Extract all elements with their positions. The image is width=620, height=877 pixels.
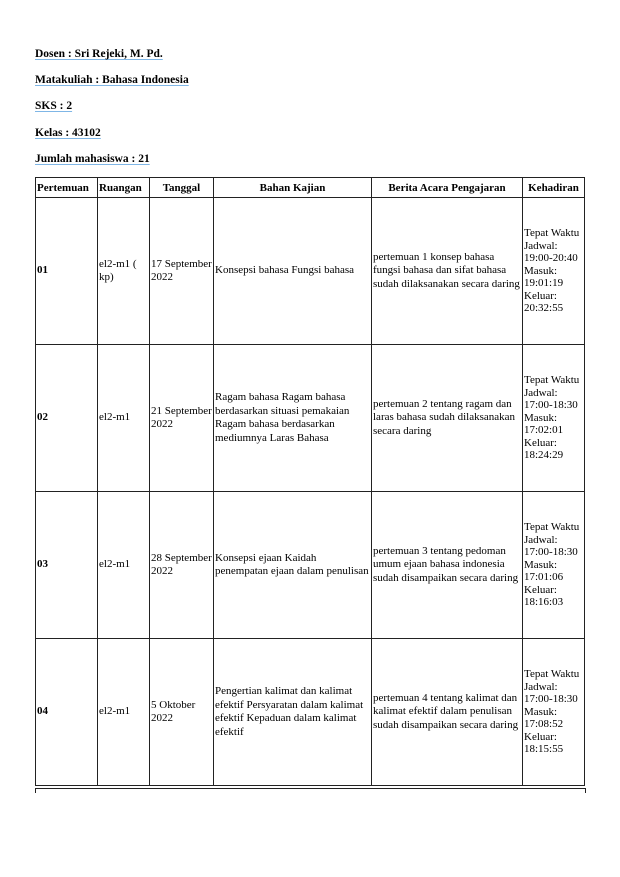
kehadiran-cell [523, 492, 585, 639]
kehadiran-jadwal: Jadwal: 17:00-18:30 [524, 533, 578, 559]
kehadiran-status: Tepat Waktu [524, 227, 580, 240]
berita-acara-cell: pertemuan 4 tentang kalimat dan kalimat efektif dalam penulisan sudah disampaikan secara daring [372, 639, 523, 786]
tanggal-cell: 17 September 2022 [150, 198, 214, 345]
kehadiran-status: Tepat Waktu [524, 668, 580, 681]
kehadiran-masuk: Masuk: 17:08:52 [524, 705, 564, 731]
tanggal-cell: 28 September 2022 [150, 492, 214, 639]
tanggal-cell: 5 Oktober 2022 [150, 639, 214, 786]
kehadiran-jadwal: Jadwal: 19:00-20:40 [524, 239, 578, 265]
kehadiran-keluar: Keluar: 18:15:55 [524, 730, 564, 756]
pertemuan-cell: 02 [36, 345, 98, 492]
dosen-line: Dosen : Sri Rejeki, M. Pd. [35, 48, 163, 60]
berita-acara-cell: pertemuan 2 tentang ragam dan laras bahasa sudah dilaksanakan secara daring [372, 345, 523, 492]
bahan-kajian-cell: Ragam bahasa Ragam bahasa berdasarkan situasi pemakaian Ragam bahasa berdasarkan mediumnya Laras Bahasa [214, 345, 372, 492]
column-header-berita-acara: Berita Acara Pengajaran [372, 178, 523, 198]
kehadiran-keluar: Keluar: 18:16:03 [524, 583, 564, 609]
table-row [36, 198, 585, 345]
pertemuan-cell: 04 [36, 639, 98, 786]
table-row [36, 639, 585, 786]
bahan-kajian-cell: Konsepsi ejaan Kaidah penempatan ejaan dalam penulisan [214, 492, 372, 639]
kehadiran-keluar: Keluar: 20:32:55 [524, 289, 564, 315]
table-header-row [36, 178, 585, 198]
column-header-ruangan: Ruangan [98, 178, 150, 198]
ruangan-cell: el2-m1 [98, 345, 150, 492]
berita-acara-cell: pertemuan 3 tentang pedoman umum ejaan bahasa indonesia sudah disampaikan secara daring [372, 492, 523, 639]
pertemuan-cell: 03 [36, 492, 98, 639]
ruangan-cell: el2-m1 ( kp) [98, 198, 150, 345]
sks-line: SKS : 2 [35, 100, 73, 112]
table-row [36, 345, 585, 492]
column-header-bahan-kajian: Bahan Kajian [214, 178, 372, 198]
column-header-tanggal: Tanggal [150, 178, 214, 198]
berita-acara-cell: pertemuan 1 konsep bahasa fungsi bahasa dan sifat bahasa sudah dilaksanakan secara daring [372, 198, 523, 345]
ruangan-cell: el2-m1 [98, 492, 150, 639]
column-header-kehadiran: Kehadiran [523, 178, 585, 198]
kehadiran-masuk: Masuk: 19:01:19 [524, 264, 564, 290]
kehadiran-keluar: Keluar: 18:24:29 [524, 436, 564, 462]
ruangan-cell: el2-m1 [98, 639, 150, 786]
matakuliah-line: Matakuliah : Bahasa Indonesia [35, 74, 189, 86]
column-header-pertemuan: Pertemuan [36, 178, 98, 198]
tanggal-cell: 21 September 2022 [150, 345, 214, 492]
kehadiran-jadwal: Jadwal: 17:00-18:30 [524, 680, 578, 706]
kehadiran-status: Tepat Waktu [524, 374, 580, 387]
kehadiran-jadwal: Jadwal: 17:00-18:30 [524, 386, 578, 412]
kehadiran-status: Tepat Waktu [524, 521, 580, 534]
kehadiran-cell [523, 198, 585, 345]
pertemuan-cell: 01 [36, 198, 98, 345]
kelas-line: Kelas : 43102 [35, 127, 101, 139]
bahan-kajian-cell: Pengertian kalimat dan kalimat efektif Persyaratan dalam kalimat efektif Kepaduan dalam kalimat efektif [214, 639, 372, 786]
table-row [36, 492, 585, 639]
attendance-table [35, 177, 585, 786]
bahan-kajian-cell: Konsepsi bahasa Fungsi bahasa [214, 198, 372, 345]
kehadiran-cell [523, 345, 585, 492]
table-continuation-edge [35, 788, 586, 793]
jumlah-mahasiswa-line: Jumlah mahasiswa : 21 [35, 153, 150, 165]
kehadiran-masuk: Masuk: 17:02:01 [524, 411, 564, 437]
kehadiran-cell [523, 639, 585, 786]
kehadiran-masuk: Masuk: 17:01:06 [524, 558, 564, 584]
